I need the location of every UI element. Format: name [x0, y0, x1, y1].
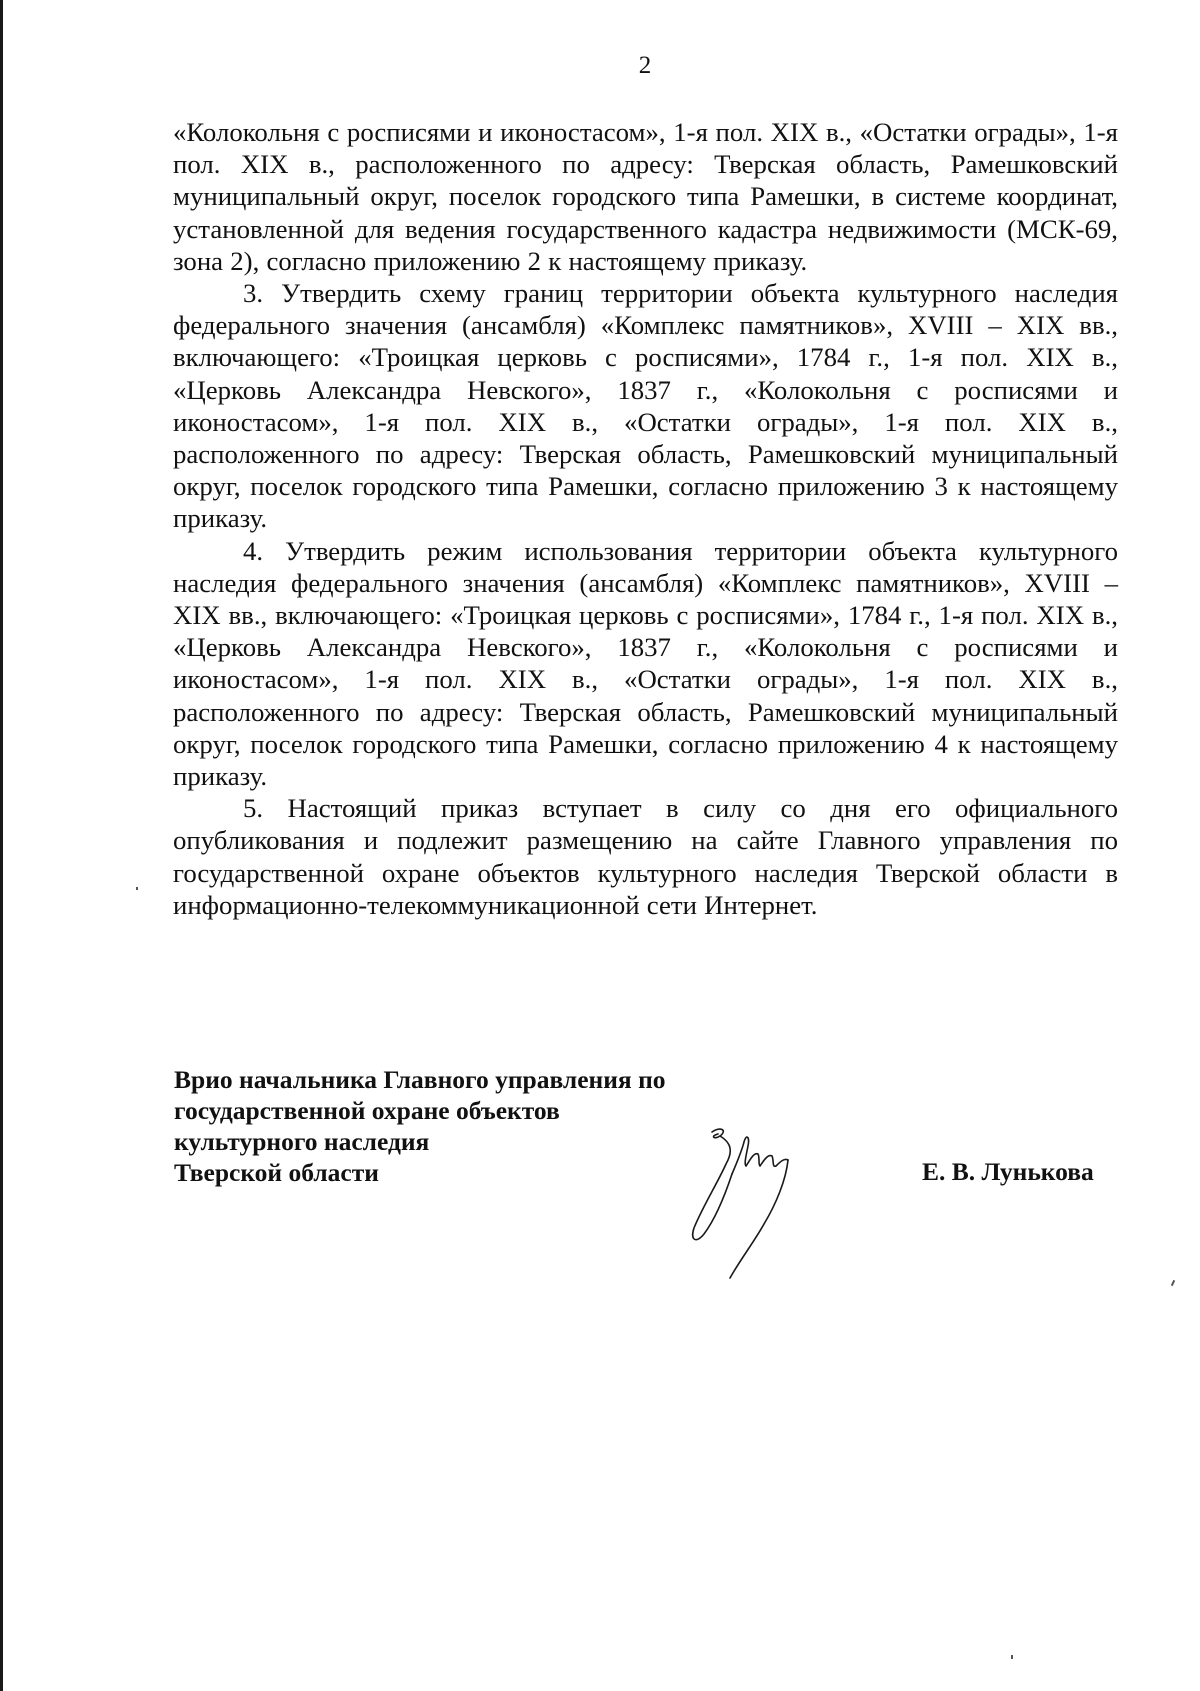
paragraph-continuation: «Колокольня с росписями и иконостасом», 1-я пол. XIX в., «Остатки ограды», 1-я пол. XIX в., расположенного по адресу: Тверская область, Рамешковский муниципальный округ, поселок городского типа Рамешки, в системе координат, установленной для ведения государственного кадастра недвижимости (МСК-69, зона 2), согласно приложению 2 к настоящему приказу. — [173, 117, 1118, 276]
scan-speck — [1171, 1280, 1175, 1286]
signatory-title-line: Тверской области — [174, 1158, 379, 1187]
signatory-title-line: Врио начальника Главного управления по — [174, 1065, 666, 1094]
page-number: 2 — [638, 52, 652, 79]
handwritten-signature — [690, 1120, 890, 1280]
signatory-name: Е. В. Лунькова — [922, 1157, 1094, 1186]
scan-left-edge — [0, 0, 3, 1691]
paragraph-item-5: 5. Настоящий приказ вступает в силу со дня его официального опубликования и подлежит размещению на сайте Главного управления по государственной охране объектов культурного наследия Тверской области в информационно-телекоммуникационной сети Интернет. — [173, 793, 1118, 920]
signatory-title — [174, 1064, 666, 1188]
paragraph-item-4: 4. Утвердить режим использования территории объекта культурного наследия федерального значения (ансамбля) «Комплекс памятников», XVIII – XIX вв., включающего: «Троицкая церковь с росписями», 1784 г., 1-я пол. XIX в., «Церковь Александра Невского», 1837 г., «Колокольня с росписями и иконостасом», 1-я пол. XIX в., «Остатки ограды», 1-я пол. XIX в., расположенного по адресу: Тверская область, Рамешковский муниципальный округ, поселок городского типа Рамешки, согласно приложению 4 к настоящему приказу. — [173, 535, 1118, 792]
paragraph-item-3: 3. Утвердить схему границ территории объекта культурного наследия федерального значения (ансамбля) «Комплекс памятников», XVIII – XIX вв., включающего: «Троицкая церковь с росписями», 1784 г., 1-я пол. XIX в., «Церковь Александра Невского», 1837 г., «Колокольня с росписями и иконостасом», 1-я пол. XIX в., «Остатки ограды», 1-я пол. XIX в., расположенного по адресу: Тверская область, Рамешковский муниципальный округ, поселок городского типа Рамешки, согласно приложению 3 к настоящему приказу. — [173, 278, 1118, 534]
scan-speck — [136, 887, 138, 890]
signatory-title-line: государственной охране объектов — [174, 1096, 560, 1125]
scan-speck — [1011, 1655, 1013, 1659]
document-body — [173, 116, 1118, 921]
signatory-title-line: культурного наследия — [174, 1127, 430, 1156]
